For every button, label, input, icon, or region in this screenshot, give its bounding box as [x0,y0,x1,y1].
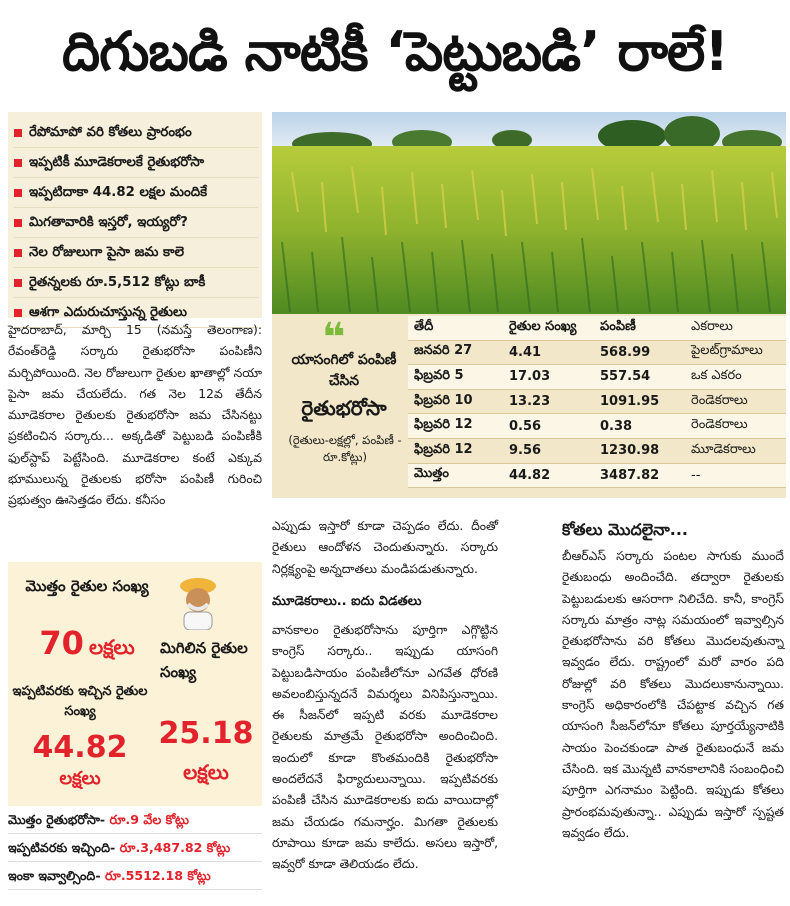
funding-summary [8,806,262,890]
table-cell: మొత్తం [408,463,503,488]
table-cell: -- [685,463,786,488]
table-cell: మూడెకరాలు [685,438,786,463]
highlight-item [14,238,258,268]
table-row [408,365,786,390]
table-row [408,340,786,365]
table-cell: 13.23 [503,389,594,414]
paddy-field-photo [272,112,786,314]
remaining-farmers-value: 25.18 [158,716,254,751]
highlights-box [8,112,262,318]
highlight-text: ఇప్పటికీ మూడెకరాలకే రైతుభరోసా [29,155,205,170]
subheading-col2: మూడెకరాలు.. ఐదు విడతలు [272,594,422,609]
summary-row-pending [8,862,262,890]
highlight-text: రైతన్నలకు రూ.5,512 కోట్లు బాకీ [29,275,206,290]
highlight-item [14,268,258,298]
table-caption-units: (రైతులు-లక్షల్లో, పంపిణీ - రూ.కోట్లు) [288,433,402,464]
total-farmers-label: మొత్తం రైతుల సంఖ్య [25,577,149,595]
bullet-square-icon [14,279,22,287]
table-caption-title: రైతుభరోసా [301,396,387,420]
table-cell: 4.41 [503,340,594,365]
summary-value: రూ.9 వేల కోట్లు [109,812,190,827]
table-row [408,414,786,439]
highlight-item [14,148,258,178]
paddy-field-photo-svg [272,112,786,314]
table-caption: యాసంగిలో పంపిణీ చేసిన [291,352,397,389]
given-farmers-value: 44.82 [32,730,128,765]
table-cell: 1230.98 [594,438,685,463]
table-cell: 557.54 [594,365,685,390]
highlight-item [14,178,258,208]
distribution-table [408,316,786,488]
table-cell: 44.82 [503,463,594,488]
highlight-item [14,208,258,238]
table-header-cell: ఎకరాలు [685,316,786,340]
summary-row-given [8,834,262,862]
summary-value: రూ.5512.18 కోట్లు [104,868,211,883]
table-header-cell: రైతుల సంఖ్య [503,316,594,340]
given-farmers-label: ఇప్పటివరకు ఇచ్చిన రైతుల సంఖ్య [12,684,148,719]
total-farmers-value: 70 [39,624,84,662]
summary-label: మొత్తం రైతుభరోసా- [8,812,110,827]
total-farmers-unit: లక్షలు [88,635,135,659]
table-header-cell: పంపిణీ [594,316,685,340]
remaining-farmers-unit: లక్షలు [183,760,229,784]
summary-label: ఇంకా ఇవ్వాల్సింది- [8,868,105,883]
table-cell: రెండెకరాలు [685,414,786,439]
farmer-icon-svg [170,574,226,630]
remaining-farmers-label: మిగిలిన రైతుల సంఖ్య [160,639,248,681]
table-row [408,389,786,414]
table-cell: ఫిబ్రవరి 12 [408,438,503,463]
article-text-col2-part2: వానకాలం రైతుభరోసాను పూర్తిగా ఎగ్గొట్టిన కాంగ్రెస్ సర్కారు.. ఇప్పుడు యాసంగి పెట్టుబడిసాయం పంపిణీలోనూ ఎగవేత ధోరణి అవలంబిస్తున్నదనే విమర్శలు వినిపిస్తున్నాయి. ఈ సీజన్‌లో ఇప్పటి వరకు మూడెకరాల రైతులకు మాత్రమే రైతుభరోసా అందించింది. ఇందులో కూడా కొంతమందికి రైతుభరోసా అందలేదనే ఫిర్యాదులున్నాయి. ఇప్పటివరకు పంపిణీ చేసిన మూడెకరాలకు ఐదు వాయిదాల్లో జమ చేయడం గమనార్హం. మిగతా రైతులకు రూపాయి కూడా జమ కాలేదు. అసలు ఇస్తారో, ఇవ్వరో కూడా తెలియడం లేదు. [272,623,498,872]
highlight-text: మిగతావారికి ఇస్తరో, ఇయ్యరో? [29,215,188,230]
quote-icon: ❝ [322,315,346,361]
bullet-square-icon [14,309,22,317]
article-text-col3: బీఆర్‌ఎస్ సర్కారు పంటల సాగుకు ముందే రైతుబంధు అందించేది. తద్వారా రైతులకు పెట్టుబడులకు ఆసరాగా నిలిచేది. కానీ, కాంగ్రెస్ సర్కారు మాత్రం నాట్ల సమయంలో ఇవ్వాల్సిన రైతుభరోసాను వరి కోతలు మొదలవుతున్నా ఇవ్వడం లేదు. రాష్ట్రంలో మరో వారం పది రోజుల్లో వరి కోతలు మొదలుకానున్నాయి. కాంగ్రెస్ అధికారంలోకి చేపట్టాక వచ్చిన గత యాసంగి సీజన్‌లోనూ కోతలు పూర్తయ్యేనాటికి సాయం పెంచకుండా పాత రైతుబంధునే జమ చేసింది. ఇక మొన్నటి వానకాలానికి సంబంధించి పూర్తిగా ఎగనామం పెట్టింది. ఇప్పుడు కోతలు ప్రారంభమవుతున్నా.. ఎప్పుడు ఇస్తారో స్పష్టత ఇవ్వడం లేదు. [562,549,784,840]
table-cell: రెండెకరాలు [685,389,786,414]
table-cell: 3487.82 [594,463,685,488]
table-header-row [408,316,786,340]
table-cell: 17.03 [503,365,594,390]
headline: దిగుబడి నాటికీ ‘పెట్టుబడి’ రాలే! [62,20,728,83]
table-cell: 9.56 [503,438,594,463]
highlight-item [14,118,258,148]
summary-row-total [8,806,262,834]
bullet-square-icon [14,129,22,137]
table-cell: 568.99 [594,340,685,365]
summary-label: ఇప్పటివరకు ఇచ్చింది- [8,840,120,855]
highlight-text: ఆశగా ఎదురుచూస్తున్న రైతులు [29,305,188,320]
highlight-text: నెల రోజులుగా పైసా జమ కాలె [29,245,185,260]
table-row [408,438,786,463]
table-cell: 1091.95 [594,389,685,414]
table-cell: ఫిబ్రవరి 5 [408,365,503,390]
table-cell: ఫిబ్రవరి 12 [408,414,503,439]
total-farmers-figure [12,624,162,664]
table-cell: ఒక ఎకరం [685,365,786,390]
summary-value: రూ.3,487.82 కోట్లు [119,840,231,855]
farmer-icon [170,574,226,630]
table-cell: పైలట్‌గ్రామాలు [685,340,786,365]
table-cell: ఫిబ్రవరి 10 [408,389,503,414]
subheading-col3: కోతలు మొదలైనా... [562,520,688,539]
table-cell: 0.56 [503,414,594,439]
bullet-square-icon [14,159,22,167]
highlight-text: రేపోమాపో వరి కోతలు ప్రారంభం [29,125,192,140]
highlight-text: ఇప్పటిదాకా 44.82 లక్షల మందికే [29,185,208,200]
article-text-col1: హైదరాబాద్, మార్చి 15 (నమస్తే తెలంగాణ): రేవంత్‌రెడ్డి సర్కారు రైతుభరోసా పంపిణీని మర్చిపోయింది. నెల రోజులుగా రైతుల ఖాతాల్లో నయా పైసా జమ చేయలేదు. గత నెల 12వ తేదీన మూడెకరాల రైతులకు రైతుభరోసా జమ చేసినట్టు ప్రకటించిన సర్కారు... అక్కడితో పెట్టుబడి పంపిణీకి ఫుల్‌స్టాప్ పెట్టేసింది. మూడెకరాల కంటే ఎక్కువ భూములున్న రైతులకు భరోసా పంపిణీ గురించి ప్రభుత్వం ఊసెత్తడం లేదు. కనీసం [8,323,262,508]
table-cell: జనవరి 27 [408,340,503,365]
article-text-col2: ఎప్పుడు ఇస్తారో కూడా చెప్పడం లేదు. దీంతో రైతులు ఆందోళన చెందుతున్నారు. సర్కారు నిర్లక్ష్యంపై అన్నదాతలు మండిపడుతున్నారు. [272,519,498,576]
bullet-square-icon [14,189,22,197]
table-total-row [408,463,786,488]
table-cell: 0.38 [594,414,685,439]
bullet-square-icon [14,219,22,227]
given-farmers-unit: లక్షలు [59,768,101,789]
table-header-cell: తేదీ [408,316,503,340]
bullet-square-icon [14,249,22,257]
